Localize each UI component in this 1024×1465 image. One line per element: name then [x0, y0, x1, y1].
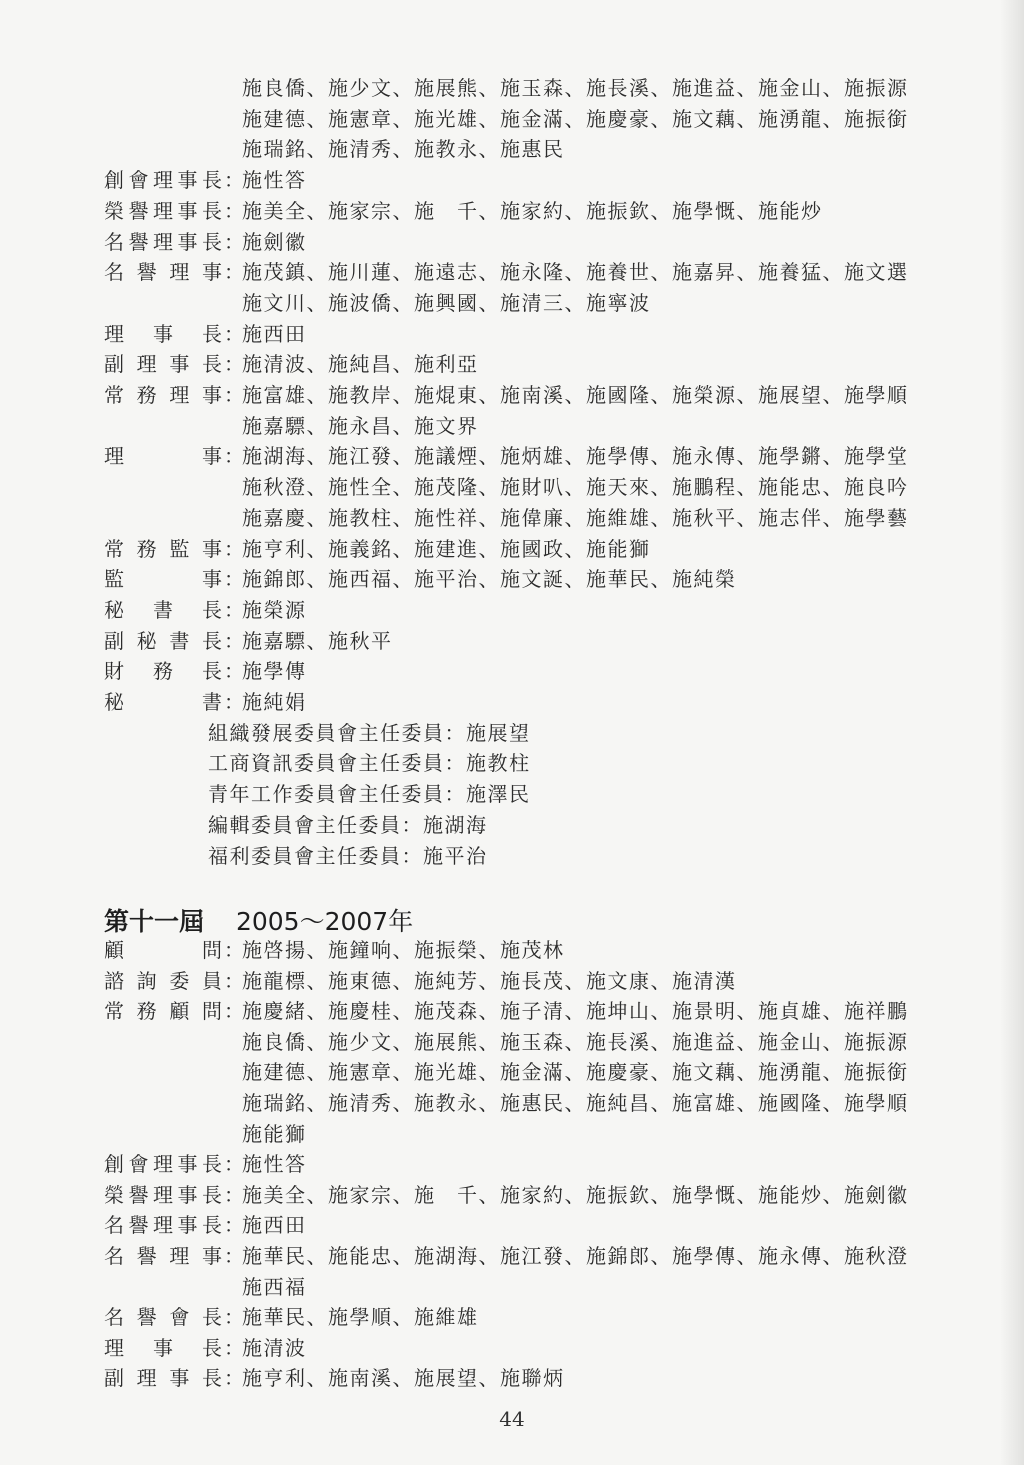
member-names: 施文川、施波僑、施興國、施清三、施寧波: [242, 290, 651, 315]
role-label: 名譽理事長: [104, 229, 222, 254]
roster-line: [0, 227, 1000, 258]
colon-separator: ：: [224, 597, 244, 622]
roster-line: [0, 656, 1000, 687]
role-label: 名譽理事長: [104, 1213, 222, 1238]
role-label: 秘書長: [104, 597, 222, 622]
member-names: 施榮源: [242, 597, 307, 622]
role-label: 榮譽理事長: [104, 198, 222, 223]
colon-separator: ：: [224, 1182, 244, 1207]
role-label: 創會理事長: [104, 1152, 222, 1177]
member-names: 施良僑、施少文、施展熊、施玉森、施長溪、施進益、施金山、施振源: [242, 76, 909, 100]
roster-line: [0, 534, 1000, 565]
member-names: 施茂鎮、施川蓮、施遠志、施永隆、施養世、施嘉昇、施養猛、施文選: [242, 260, 909, 285]
roster-continuation-line: [0, 1119, 1000, 1150]
roster-continuation-line: [0, 411, 1000, 442]
role-label: 理事: [104, 444, 222, 469]
roster-continuation-line: [0, 104, 1000, 135]
committee-line: [104, 810, 1024, 841]
roster-line: [0, 1333, 1000, 1364]
roster-continuation-line: [0, 1272, 1000, 1303]
roster-line: [0, 349, 1000, 380]
member-names: 施西田: [242, 321, 307, 346]
member-names: 施湖海、施江發、施議煙、施炳雄、施學傳、施永傳、施學鏘、施學堂: [242, 444, 909, 469]
committee-line: [104, 841, 1024, 872]
member-names: 施能獅: [242, 1121, 307, 1146]
committee-text: 編輯委員會主任委員：施湖海: [208, 812, 488, 837]
roster-continuation-line: [0, 503, 1000, 534]
member-names: 施清波、施純昌、施利亞: [242, 352, 479, 377]
role-label: 常務監事: [104, 536, 222, 561]
colon-separator: ：: [224, 536, 244, 561]
roster-continuation-line: [0, 472, 1000, 503]
role-label: 財務長: [104, 659, 222, 684]
member-names: 施瑞銘、施清秀、施教永、施惠民、施純昌、施富雄、施國隆、施學順: [242, 1091, 909, 1115]
member-names: 施慶緒、施慶桂、施茂森、施子清、施坤山、施景明、施貞雄、施祥鵬: [242, 999, 909, 1024]
roster-line: [0, 996, 1000, 1027]
colon-separator: ：: [224, 1244, 244, 1268]
roster-line: [0, 380, 1000, 411]
colon-separator: ：: [224, 352, 244, 377]
role-label: 常務理事: [104, 383, 222, 407]
colon-separator: ：: [224, 1152, 244, 1177]
role-label: 名譽理事: [104, 260, 222, 285]
section-term-label: 第十一屆: [104, 907, 205, 936]
colon-separator: ：: [224, 659, 244, 684]
role-label: 顧問: [104, 938, 222, 962]
role-label: 副理事長: [104, 1366, 222, 1391]
roster-line: [0, 687, 1000, 718]
roster-line: [0, 165, 1000, 196]
role-label: 理事長: [104, 1335, 222, 1360]
committee-line: [104, 718, 1024, 749]
committee-line: [104, 779, 1024, 810]
member-names: 施富雄、施教岸、施焜東、施南溪、施國隆、施榮源、施展望、施學順: [242, 383, 909, 407]
roster-continuation-line: [0, 134, 1000, 165]
member-names: 施美全、施家宗、施 千、施家約、施振欽、施學慨、施能炒、施劍徽: [242, 1182, 909, 1207]
colon-separator: ：: [224, 968, 244, 993]
role-label: 榮譽理事長: [104, 1182, 222, 1207]
member-names: 施嘉驃、施秋平: [242, 628, 393, 653]
role-label: 名譽會長: [104, 1305, 222, 1330]
role-label: 副秘書長: [104, 628, 222, 653]
colon-separator: ：: [224, 383, 244, 407]
roster-line: [0, 1363, 1000, 1394]
role-label: 秘書: [104, 690, 222, 714]
roster-line: [0, 966, 1000, 997]
committee-text: 福利委員會主任委員：施平治: [208, 843, 488, 868]
colon-separator: ：: [224, 444, 244, 469]
member-names: 施嘉驃、施永昌、施文界: [242, 413, 479, 438]
roster-line: [0, 1180, 1000, 1211]
roster-line: [0, 441, 1000, 472]
member-names: 施華民、施學順、施維雄: [242, 1305, 479, 1330]
colon-separator: ：: [224, 168, 244, 193]
member-names: 施錦郎、施西福、施平治、施文誕、施華民、施純榮: [242, 567, 737, 592]
roster-line: [0, 935, 1000, 966]
member-names: 施西田: [242, 1213, 307, 1238]
colon-separator: ：: [224, 628, 244, 653]
member-names: 施龍標、施東德、施純芳、施長茂、施文康、施清漢: [242, 968, 737, 993]
colon-separator: ：: [224, 567, 244, 592]
roster-line: [0, 319, 1000, 350]
member-names: 施西福: [242, 1274, 307, 1299]
roster-continuation-line: [0, 73, 1000, 104]
member-names: 施學傳: [242, 659, 307, 684]
colon-separator: ：: [224, 999, 244, 1024]
member-names: 施良僑、施少文、施展熊、施玉森、施長溪、施進益、施金山、施振源: [242, 1029, 909, 1054]
member-names: 施瑞銘、施清秀、施教永、施惠民: [242, 137, 565, 162]
roster-continuation-line: [0, 1088, 1000, 1119]
colon-separator: ：: [224, 229, 244, 254]
roster-continuation-line: [0, 288, 1000, 319]
member-names: 施建德、施憲章、施光雄、施金滿、施慶豪、施文藕、施湧龍、施振銜: [242, 106, 909, 131]
member-names: 施嘉慶、施教柱、施性祥、施偉廉、施維雄、施秋平、施志伴、施學藝: [242, 505, 909, 530]
member-names: 施亨利、施義銘、施建進、施國政、施能獅: [242, 536, 651, 561]
committee-text: 組織發展委員會主任委員：施展望: [208, 720, 531, 745]
colon-separator: ：: [224, 1305, 244, 1330]
member-names: 施建德、施憲章、施光雄、施金滿、施慶豪、施文藕、施湧龍、施振銜: [242, 1060, 909, 1085]
member-names: 施美全、施家宗、施 千、施家約、施振欽、施學慨、施能炒: [242, 198, 823, 223]
colon-separator: ：: [224, 1366, 244, 1391]
roster-continuation-line: [0, 1057, 1000, 1088]
role-label: 常務顧問: [104, 999, 222, 1024]
colon-separator: ：: [224, 690, 244, 714]
roster-line: [0, 257, 1000, 288]
committee-text: 工商資訊委員會主任委員：施教柱: [208, 751, 531, 776]
role-label: 副理事長: [104, 352, 222, 377]
committee-line: [104, 748, 1024, 779]
colon-separator: ：: [224, 938, 244, 962]
section-term-years: 2005～2007年: [235, 907, 414, 936]
colon-separator: ：: [224, 1335, 244, 1360]
role-label: 創會理事長: [104, 168, 222, 193]
roster-continuation-line: [0, 1027, 1000, 1058]
member-names: 施華民、施能忠、施湖海、施江發、施錦郎、施學傳、施永傳、施秋澄: [242, 1244, 909, 1268]
member-names: 施劍徽: [242, 229, 307, 254]
colon-separator: ：: [224, 1213, 244, 1238]
colon-separator: ：: [224, 198, 244, 223]
colon-separator: ：: [224, 321, 244, 346]
member-names: 施亨利、施南溪、施展望、施聯炳: [242, 1366, 565, 1391]
member-names: 施性答: [242, 168, 307, 193]
roster-line: [0, 1241, 1000, 1272]
roster-line: [0, 595, 1000, 626]
roster-line: [0, 626, 1000, 657]
member-names: 施純娟: [242, 690, 307, 714]
role-label: 監事: [104, 567, 222, 592]
roster-line: [0, 1210, 1000, 1241]
role-label: 名譽理事: [104, 1244, 222, 1268]
page-number: 44: [499, 1407, 525, 1431]
role-label: 諮詢委員: [104, 968, 222, 993]
member-names: 施秋澄、施性全、施茂隆、施財叭、施天來、施鵬程、施能忠、施良吟: [242, 475, 909, 500]
committee-text: 青年工作委員會主任委員：施澤民: [208, 782, 531, 807]
roster-line: [0, 1149, 1000, 1180]
colon-separator: ：: [224, 260, 244, 285]
member-names: 施啓揚、施鐘响、施振榮、施茂林: [242, 938, 565, 962]
roster-line: [0, 1302, 1000, 1333]
member-names: 施性答: [242, 1152, 307, 1177]
roster-line: [0, 196, 1000, 227]
role-label: 理事長: [104, 321, 222, 346]
member-names: 施清波: [242, 1335, 307, 1360]
roster-line: [0, 564, 1000, 595]
